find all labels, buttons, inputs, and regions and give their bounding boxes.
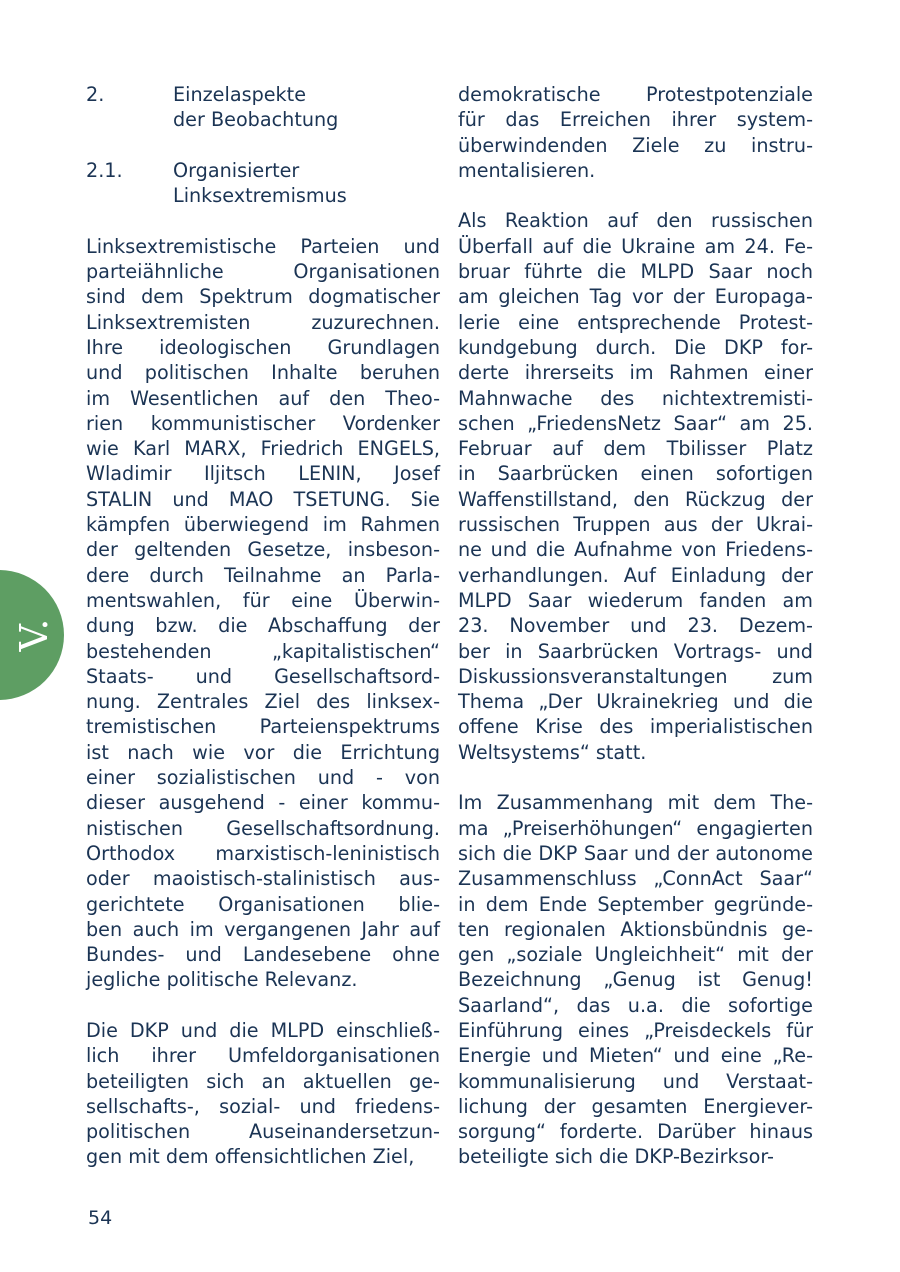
text-line: ma „Preiserhöhungen“ engagierten [458,816,813,840]
text-line: Wladimir Iljitsch LENIN, Josef [86,462,440,486]
text-line: Orthodox marxistisch-leninistisch [86,841,440,865]
text-line: überwindenden Ziele zu instru- [458,133,813,157]
text-line: der geltenden Gesetze, insbeson- [86,538,440,562]
text-line: kundgebung durch. Die DKP for- [458,335,813,359]
text-line: sellschafts-, sozial- und friedens- [86,1094,440,1118]
text-line: demokratische Protestpotenziale [458,83,813,106]
text-line: Die DKP und die MLPD einschließ- [86,1018,440,1042]
text-line: sind dem Spektrum dogmatischer [86,285,440,309]
text-line: dung bzw. die Abschaffung der [86,614,440,638]
text-line: parteiähnliche Organisationen [86,260,440,284]
text-line: dieser ausgehend - einer kommu- [86,791,440,815]
text-line: oder maoistisch-stalinistisch aus- [86,867,440,891]
section-title-line: der Beobachtung [173,108,339,132]
text-line: bestehenden „kapitalistischen“ [86,639,440,663]
text-line: und politischen Inhalte beruhen [86,361,440,385]
text-line: bruar führte die MLPD Saar noch [458,260,813,284]
text-line: Weltsystems“ statt. [458,740,647,764]
subsection-number: 2.1. [86,158,123,182]
text-line: 23. November und 23. Dezem- [458,614,813,638]
text-line: ben auch im vergangenen Jahr auf [86,917,440,941]
text-line: russischen Truppen aus der Ukrai- [458,513,813,537]
text-line: Energie und Mieten“ und eine „Re- [458,1044,813,1068]
text-line: rien kommunistischer Vordenker [86,411,440,435]
text-line: ten regionalen Aktionsbündnis ge- [458,917,813,941]
text-line: Diskussionsveranstaltungen zum [458,664,813,688]
text-line: STALIN und MAO TSETUNG. Sie [86,487,440,511]
subsection-title-line: Organisierter [173,158,300,182]
text-line: Einführung eines „Preisdeckels für [458,1018,813,1042]
paragraph [458,82,813,183]
text-line: jegliche politische Relevanz. [86,968,358,992]
text-line: politischen Auseinandersetzun- [86,1120,440,1144]
text-line: ne und die Aufnahme von Friedens- [458,538,813,562]
text-line: wie Karl MARX, Friedrich ENGELS, [86,437,440,461]
text-line: ber in Saarbrücken Vortrags- und [458,639,813,663]
text-line: gen „soziale Ungleichheit“ mit der [458,943,813,967]
paragraph [458,790,813,1169]
paragraph [86,234,440,993]
chapter-tab [0,570,64,700]
text-line: derte ihrerseits im Rahmen einer [458,361,813,385]
text-line: lichung der gesamten Energiever- [458,1094,813,1118]
text-line: Thema „Der Ukrainekrieg und die [458,690,813,714]
text-line: sorgung“ forderte. Darüber hinaus [458,1120,813,1144]
section-number: 2. [86,83,105,106]
text-line: Linksextremisten zuzurechnen. [86,310,440,334]
text-line: Als Reaktion auf den russischen [458,209,813,233]
right-column [458,82,813,1170]
section-title [173,82,440,133]
text-line: lerie eine entsprechende Protest- [458,310,813,334]
text-line: lich ihrer Umfeldorganisationen [86,1044,440,1068]
text-line: mentalisieren. [458,158,596,182]
text-line: Saarland“, das u.a. die sofortige [458,993,813,1017]
text-line: gen mit dem offensichtlichen Ziel, [86,1145,415,1169]
text-line: Im Zusammenhang mit dem The- [458,791,813,815]
text-line: in Saarbrücken einen sofortigen [458,462,813,486]
section-heading [86,82,440,133]
section-title-line: Einzelaspekte [173,83,307,106]
text-line: Zusammenschluss „ConnAct Saar“ [458,867,813,891]
subsection-title [173,158,440,209]
text-line: kommunalisierung und Verstaat- [458,1069,813,1093]
text-line: in dem Ende September gegründe- [458,892,813,916]
text-line: mentswahlen, für eine Überwin- [86,588,440,612]
text-line: Bezeichnung „Genug ist Genug! [458,968,813,992]
text-line: sich die DKP Saar und der autonome [458,841,813,865]
page-number: 54 [88,1207,113,1229]
paragraph [458,208,813,765]
text-line: verhandlungen. Auf Einladung der [458,563,813,587]
text-line: ist nach wie vor die Errichtung [86,740,440,764]
text-line: tremistischen Parteienspektrums [86,715,440,739]
text-line: kämpfen überwiegend im Rahmen [86,513,440,537]
subsection-heading [86,158,440,209]
text-line: Linksextremistische Parteien und [86,234,440,258]
text-line: Überfall auf die Ukraine am 24. Fe- [458,234,813,258]
text-line: MLPD Saar wiederum fanden am [458,588,813,612]
text-line: nistischen Gesellschaftsordnung. [86,816,440,840]
text-line: beteiligten sich an aktuellen ge- [86,1069,440,1093]
text-line: Mahnwache des nichtextremisti- [458,386,813,410]
text-line: nung. Zentrales Ziel des linksex- [86,690,440,714]
text-line: am gleichen Tag vor der Europaga- [458,285,813,309]
text-line: gerichtete Organisationen blie- [86,892,440,916]
text-line: Februar auf dem Tbilisser Platz [458,437,813,461]
text-line: Waffenstillstand, den Rückzug der [458,487,813,511]
text-line: Ihre ideologischen Grundlagen [86,335,440,359]
text-line: beteiligte sich die DKP-Bezirksor- [458,1145,774,1169]
subsection-title-line: Linksextremismus [173,184,347,208]
chapter-tab-label: V. [12,618,56,652]
text-line: offene Krise des imperialistischen [458,715,813,739]
text-line: einer sozialistischen und - von [86,766,440,790]
left-column [86,82,440,1170]
paragraph [86,1018,440,1170]
text-line: Bundes- und Landesebene ohne [86,943,440,967]
text-line: im Wesentlichen auf den Theo- [86,386,440,410]
text-line: schen „FriedensNetz Saar“ am 25. [458,411,813,435]
text-line: für das Erreichen ihrer system- [458,108,813,132]
text-line: dere durch Teilnahme an Parla- [86,563,440,587]
text-line: Staats- und Gesellschaftsord- [86,664,440,688]
